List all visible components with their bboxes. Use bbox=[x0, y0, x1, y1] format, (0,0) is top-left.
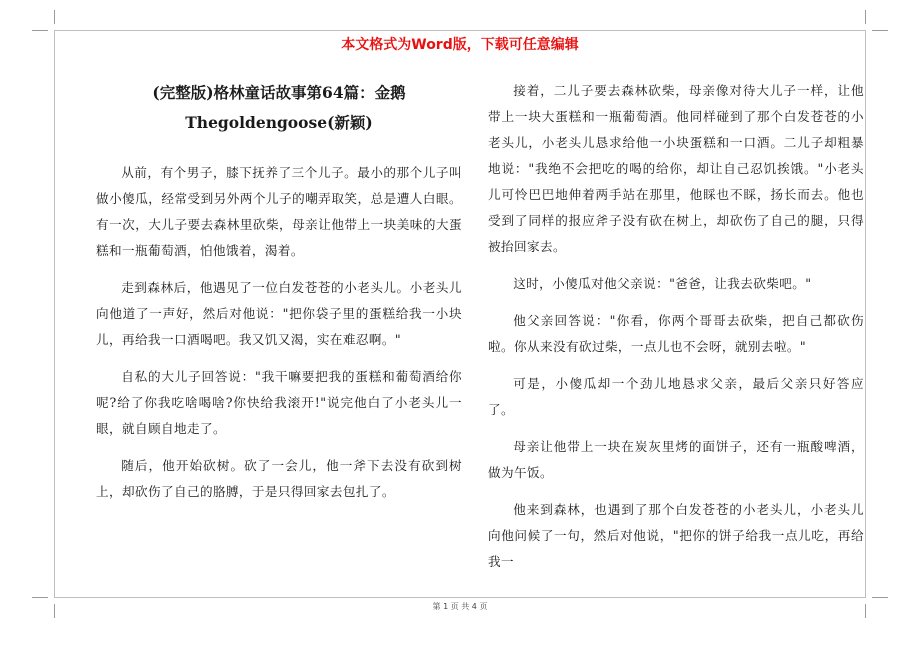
crop-mark bbox=[54, 10, 55, 24]
paragraph: 母亲让他带上一块在炭灰里烤的面饼子，还有一瓶酸啤酒，做为午饭。 bbox=[488, 439, 864, 480]
paragraph: 从前，有个男子，膝下抚养了三个儿子。最小的那个儿子叫做小傻瓜，经常受到另外两个儿子的嘲弄取笑，总是遭人白眼。有一次，大儿子要去森林里砍柴，母亲让他带上一块美味的大蛋糕和一瓶葡萄酒，怕他饿着，渴着。 bbox=[96, 165, 462, 258]
title-line-1: (完整版)格林童话故事第64篇：金鹅 bbox=[152, 83, 406, 102]
paragraph: 走到森林后，他遇见了一位白发苍苍的小老头儿。小老头儿向他道了一声好，然后对他说："把你袋子里的蛋糕给我一小块儿，再给我一口酒喝吧。我又饥又渴，实在难忍啊。" bbox=[96, 280, 462, 347]
paragraph: 这时，小傻瓜对他父亲说："爸爸，让我去砍柴吧。" bbox=[513, 276, 812, 291]
document-title bbox=[96, 78, 462, 138]
paragraph: 接着，二儿子要去森林砍柴，母亲像对待大儿子一样，让他带上一块大蛋糕和一瓶葡萄酒。他同样碰到了那个白发苍苍的小老头儿，小老头儿恳求给他一小块蛋糕和一口酒。二儿子却粗暴地说："我绝不会把吃的喝的给你，却让自己忍饥挨饿。"小老头儿可怜巴巴地伸着两手站在那里，他睬也不睬，扬长而去。他也受到了同样的报应斧子没有砍在树上，却砍伤了自己的腿，只得被抬回家去。 bbox=[488, 83, 864, 254]
paragraph: 可是，小傻瓜却一个劲儿地恳求父亲，最后父亲只好答应了。 bbox=[488, 376, 864, 417]
crop-mark bbox=[865, 10, 866, 24]
paragraph: 他父亲回答说："你看，你两个哥哥去砍柴，把自己都砍伤啦。你从来没有砍过柴，一点儿也不会呀，就别去啦。" bbox=[488, 313, 864, 354]
paragraph: 随后，他开始砍树。砍了一会儿，他一斧下去没有砍到树上，却砍伤了自己的胳膊，于是只得回家去包扎了。 bbox=[96, 458, 462, 499]
paragraph: 他来到森林，也遇到了那个白发苍苍的小老头儿，小老头儿向他问候了一句，然后对他说，"把你的饼子给我一点儿吃，再给我一 bbox=[488, 502, 864, 569]
crop-mark bbox=[32, 597, 48, 598]
crop-mark bbox=[32, 30, 48, 31]
editable-banner: 本文格式为Word版，下载可任意编辑 bbox=[341, 37, 579, 53]
left-column bbox=[96, 78, 462, 505]
page-number: 第 1 页 共 4 页 bbox=[432, 602, 488, 611]
paragraph: 自私的大儿子回答说："我干嘛要把我的蛋糕和葡萄酒给你呢?给了你我吃啥喝啥?你快给我滚开!"说完他白了小老头儿一眼，就自顾自地走了。 bbox=[96, 369, 462, 436]
right-column bbox=[488, 78, 864, 575]
crop-mark bbox=[872, 30, 888, 31]
title-line-2: Thegoldengoose(新颖) bbox=[185, 113, 373, 132]
crop-mark bbox=[872, 597, 888, 598]
